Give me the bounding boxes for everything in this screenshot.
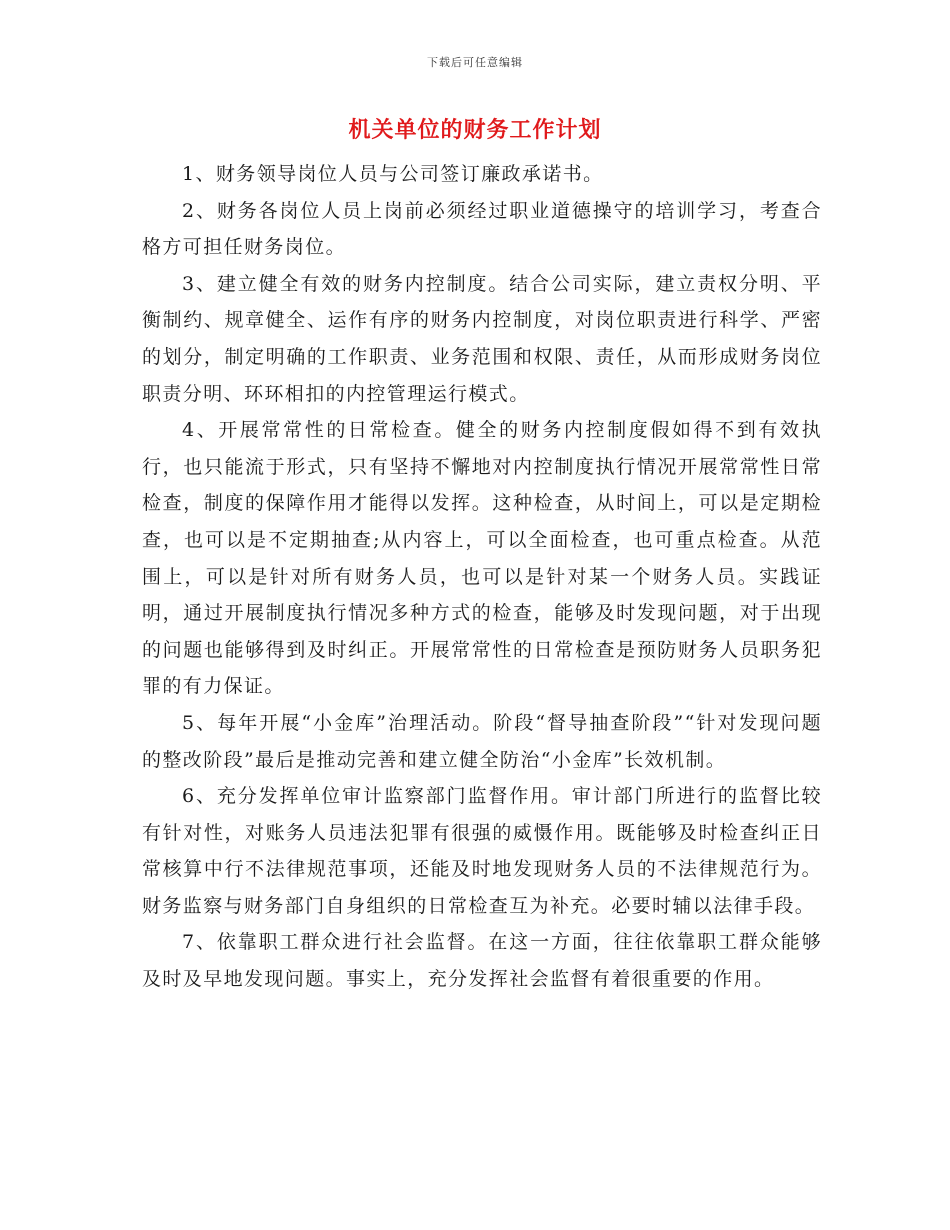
paragraph-2: 2、财务各岗位人员上岗前必须经过职业道德操守的培训学习，考查合格方可担任财务岗位。 — [142, 199, 822, 259]
header-note: 下载后可任意编辑 — [427, 56, 523, 69]
paragraph-5: 5、每年开展“小金库”治理活动。阶段“督导抽查阶段”“针对发现问题的整改阶段”最后是推动完善和建立健全防治“小金库”长效机制。 — [142, 711, 822, 771]
paragraph-3: 3、建立健全有效的财务内控制度。结合公司实际，建立责权分明、平衡制约、规章健全、运作有序的财务内控制度，对岗位职责进行科学、严密的划分，制定明确的工作职责、业务范围和权限、责任，从而形成财务岗位职责分明、环环相扣的内控管理运行模式。 — [142, 272, 822, 405]
paragraph-7: 7、依靠职工群众进行社会监督。在这一方面，往往依靠职工群众能够及时及早地发现问题。事实上，充分发挥社会监督有着很重要的作用。 — [142, 931, 822, 991]
paragraph-1: 1、财务领导岗位人员与公司签订廉政承诺书。 — [182, 163, 604, 185]
paragraph-4: 4、开展常常性的日常检查。健全的财务内控制度假如得不到有效执行，也只能流于形式，只有坚持不懈地对内控制度执行情况开展常常性日常检查，制度的保障作用才能得以发挥。这种检查，从时间上，可以是定期检查，也可以是不定期抽查;从内容上，可以全面检查，也可重点检查。从范围上，可以是针对所有财务人员，也可以是针对某一个财务人员。实践证明，通过开展制度执行情况多种方式的检查，能够及时发现问题，对于出现的问题也能够得到及时纠正。开展常常性的日常检查是预防财务人员职务犯罪的有力保证。 — [142, 419, 822, 698]
paragraph-6: 6、充分发挥单位审计监察部门监督作用。审计部门所进行的监督比较有针对性，对账务人员违法犯罪有很强的威慑作用。既能够及时检查纠正日常核算中行不法律规范事项，还能及时地发现财务人员的不法律规范行为。财务监察与财务部门自身组织的日常检查互为补充。必要时辅以法律手段。 — [142, 785, 822, 917]
document-title: 机关单位的财务工作计划 — [348, 118, 602, 143]
document-body — [142, 156, 822, 998]
